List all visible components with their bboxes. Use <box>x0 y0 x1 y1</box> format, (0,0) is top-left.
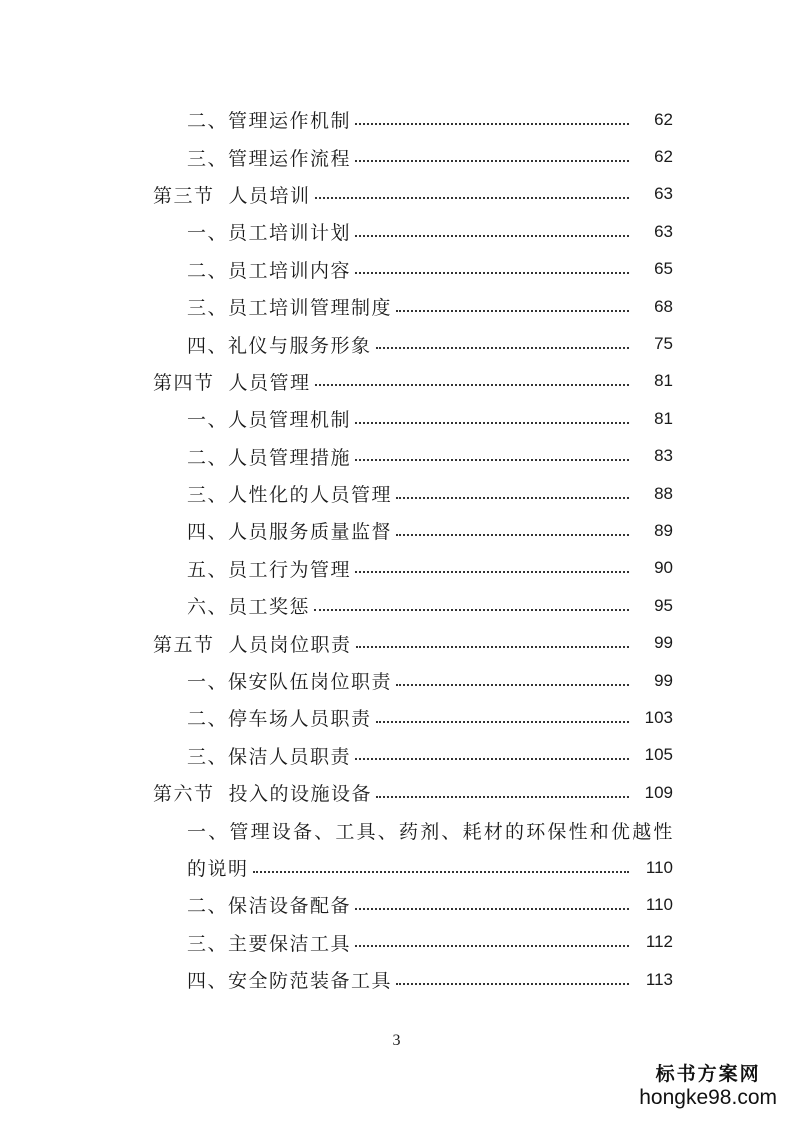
toc-subsection-entry[interactable] <box>0 811 793 848</box>
toc-page-number: 83 <box>654 446 673 466</box>
toc-subsection-entry[interactable] <box>0 101 793 138</box>
toc-page-number: 109 <box>644 782 673 802</box>
dot-leader <box>355 160 629 162</box>
toc-subsection-entry[interactable] <box>0 886 793 923</box>
toc-entry-number: 四、 <box>187 521 229 544</box>
dot-leader <box>355 272 629 274</box>
toc-entry-title <box>187 405 351 432</box>
toc-entry-text: 员工行为管理 <box>228 558 352 581</box>
toc-page-number: 75 <box>654 334 673 354</box>
toc-entry-number: 三、 <box>187 484 229 507</box>
toc-entry-number: 三、 <box>187 147 229 170</box>
toc-entry-number: 一、 <box>187 409 229 432</box>
dot-leader <box>355 758 629 760</box>
dot-leader <box>314 609 629 611</box>
toc-entry-title <box>187 704 372 731</box>
toc-entry-title <box>187 555 351 582</box>
toc-entry-number: 三、 <box>187 932 229 955</box>
toc-page-number: 113 <box>645 969 673 989</box>
watermark-site: hongke98.com <box>639 1086 777 1109</box>
dot-leader <box>315 197 629 199</box>
toc-subsection-entry[interactable] <box>0 699 793 736</box>
toc-page-number: 62 <box>654 109 673 129</box>
toc-entry-number: 三、 <box>187 297 229 320</box>
toc-entry-text: 人员服务质量监督 <box>228 521 393 544</box>
dot-leader <box>396 534 629 536</box>
table-of-contents <box>0 101 793 998</box>
toc-entry-text: 人员培训 <box>228 184 311 207</box>
toc-entry-text: 保安队伍岗位职责 <box>228 671 393 694</box>
dot-leader <box>396 497 629 499</box>
dot-leader <box>396 983 629 985</box>
dot-leader <box>355 459 629 461</box>
toc-entry-text: 人员岗位职责 <box>228 633 352 656</box>
toc-entry-number: 五、 <box>187 558 229 581</box>
toc-entry-number: 六、 <box>187 596 229 619</box>
toc-entry-number: 第六节 <box>153 783 215 806</box>
toc-page-number: 103 <box>644 707 673 727</box>
toc-entry-number: 四、 <box>187 334 229 357</box>
toc-subsection-entry[interactable] <box>0 512 793 549</box>
watermark-title: 标书方案网 <box>655 1063 761 1085</box>
toc-subsection-entry[interactable] <box>0 213 793 250</box>
toc-subsection-entry[interactable] <box>0 550 793 587</box>
toc-subsection-entry[interactable] <box>0 924 793 961</box>
toc-page-number: 81 <box>654 408 673 428</box>
toc-entry-title <box>153 181 311 208</box>
watermark-logo <box>639 1059 777 1110</box>
toc-entry-text: 管理设备、工具、药剂、耗材的环保性和优越性 <box>229 820 675 843</box>
toc-section-entry[interactable] <box>0 624 793 661</box>
toc-entry-number: 第四节 <box>153 371 215 394</box>
toc-page-number: 110 <box>645 857 673 877</box>
toc-page-number: 62 <box>654 147 673 167</box>
toc-page-number: 99 <box>654 670 673 690</box>
toc-entry-title <box>187 517 392 544</box>
toc-entry-title <box>187 667 392 694</box>
toc-entry-number: 二、 <box>187 259 229 282</box>
toc-entry-text: 的说明 <box>187 858 249 880</box>
toc-entry-title <box>187 256 351 283</box>
toc-section-entry[interactable] <box>0 774 793 811</box>
toc-entry-title <box>187 293 392 320</box>
toc-subsection-entry[interactable] <box>0 475 793 512</box>
toc-entry-number: 一、 <box>187 820 230 843</box>
toc-entry-text: 员工培训计划 <box>228 222 352 245</box>
toc-entry-title <box>187 443 351 470</box>
dot-leader <box>355 422 629 424</box>
toc-entry-text: 保洁设备配备 <box>228 895 352 918</box>
dot-leader <box>376 796 629 798</box>
toc-entry-number: 四、 <box>187 970 229 993</box>
toc-subsection-entry[interactable] <box>0 288 793 325</box>
toc-entry-text: 主要保洁工具 <box>228 932 352 955</box>
toc-entry-number: 第五节 <box>153 633 215 656</box>
dot-leader <box>356 646 629 648</box>
toc-entry-number: 三、 <box>187 745 229 768</box>
toc-entry-text: 停车场人员职责 <box>228 708 372 731</box>
toc-page-number: 68 <box>654 296 673 316</box>
toc-subsection-entry[interactable] <box>0 961 793 998</box>
toc-entry-title <box>187 929 351 956</box>
toc-entry-number: 二、 <box>187 446 229 469</box>
dot-leader <box>355 945 629 947</box>
toc-entry-title <box>187 966 392 993</box>
dot-leader <box>396 684 629 686</box>
toc-entry-number: 一、 <box>187 222 229 245</box>
toc-entry-text: 安全防范装备工具 <box>228 970 393 993</box>
dot-leader <box>355 235 629 237</box>
toc-entry-title <box>187 592 310 619</box>
toc-entry-text: 员工奖惩 <box>228 596 311 619</box>
toc-page-number: 89 <box>654 520 673 540</box>
toc-page-number: 88 <box>654 483 673 503</box>
toc-page-number: 90 <box>654 558 673 578</box>
toc-page-number: 63 <box>654 184 673 204</box>
toc-page-number: 105 <box>644 745 673 765</box>
toc-entry-text: 管理运作流程 <box>228 147 352 170</box>
toc-entry-text: 人性化的人员管理 <box>228 484 393 507</box>
toc-entry-text: 礼仪与服务形象 <box>228 334 372 357</box>
dot-leader <box>376 347 629 349</box>
toc-entry-text: 投入的设施设备 <box>228 783 373 806</box>
toc-subsection-entry[interactable] <box>0 849 793 886</box>
toc-subsection-entry[interactable] <box>0 587 793 624</box>
toc-entry-title <box>187 854 249 881</box>
page-number: 3 <box>392 1032 401 1049</box>
toc-subsection-entry[interactable] <box>0 662 793 699</box>
toc-page-number: 65 <box>654 259 673 279</box>
dot-leader <box>355 571 629 573</box>
toc-entry-title <box>187 891 351 918</box>
toc-entry-number: 二、 <box>187 708 229 731</box>
toc-entry-text: 保洁人员职责 <box>228 745 352 768</box>
dot-leader <box>396 310 629 312</box>
toc-entry-number: 第三节 <box>153 184 215 207</box>
toc-subsection-entry[interactable] <box>0 438 793 475</box>
toc-entry-text: 管理运作机制 <box>228 110 352 133</box>
toc-entry-number: 二、 <box>187 110 229 133</box>
toc-page-number: 112 <box>645 932 673 952</box>
toc-entry-title <box>153 779 372 806</box>
toc-page-number: 95 <box>654 595 673 615</box>
toc-subsection-entry[interactable] <box>0 251 793 288</box>
toc-entry-title <box>187 106 351 133</box>
toc-section-entry[interactable] <box>0 363 793 400</box>
toc-entry-number: 二、 <box>187 895 229 918</box>
dot-leader <box>376 721 629 723</box>
toc-entry-title <box>187 742 351 769</box>
toc-page-number: 99 <box>654 633 673 653</box>
toc-entry-text: 人员管理 <box>228 371 311 394</box>
dot-leader <box>315 384 629 386</box>
toc-entry-title <box>187 144 351 171</box>
toc-subsection-entry[interactable] <box>0 138 793 175</box>
toc-entry-text: 人员管理措施 <box>228 446 352 469</box>
toc-entry-text: 员工培训管理制度 <box>228 297 393 320</box>
dot-leader <box>355 908 629 910</box>
toc-entry-title <box>187 331 372 358</box>
dot-leader <box>355 123 629 125</box>
toc-entry-title <box>187 480 392 507</box>
toc-subsection-entry[interactable] <box>0 400 793 437</box>
toc-entry-title <box>187 817 675 844</box>
toc-page-number: 81 <box>654 371 673 391</box>
dot-leader <box>253 871 629 873</box>
toc-subsection-entry[interactable] <box>0 737 793 774</box>
toc-entry-title <box>153 368 311 395</box>
toc-entry-text: 员工培训内容 <box>228 259 352 282</box>
toc-page-number: 63 <box>654 221 673 241</box>
toc-entry-number: 一、 <box>187 671 229 694</box>
toc-entry-title <box>153 630 352 657</box>
toc-entry-text: 人员管理机制 <box>228 409 352 432</box>
toc-page-number: 110 <box>645 894 673 914</box>
toc-entry-title <box>187 218 351 245</box>
toc-section-entry[interactable] <box>0 176 793 213</box>
toc-subsection-entry[interactable] <box>0 325 793 362</box>
